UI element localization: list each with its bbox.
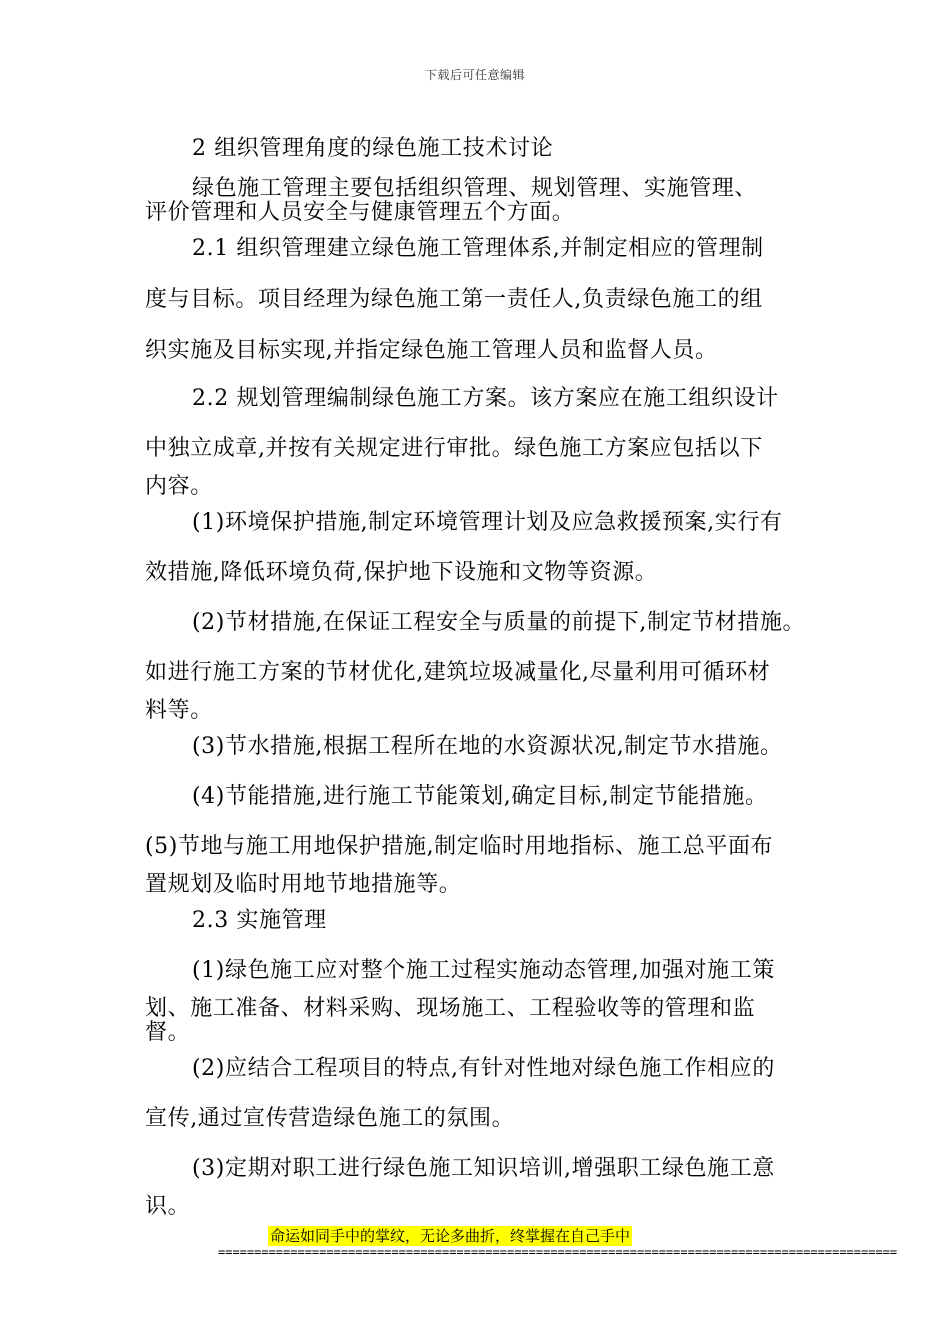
text-line: 效措施,降低环境负荷,保护地下设施和文物等资源。 xyxy=(145,560,658,585)
text-line: 宣传,通过宣传营造绿色施工的氛围。 xyxy=(145,1106,515,1131)
text-line: (2)应结合工程项目的特点,有针对性地对绿色施工作相应的 xyxy=(192,1056,775,1081)
text-line: 度与目标。项目经理为绿色施工第一责任人,负责绿色施工的组 xyxy=(145,287,763,312)
text-line: 置规划及临时用地节地措施等。 xyxy=(145,872,462,897)
text-line: 识。 xyxy=(145,1194,191,1219)
text-line: 评价管理和人员安全与健康管理五个方面。 xyxy=(145,200,575,225)
text-line: (1)绿色施工应对整个施工过程实施动态管理,加强对施工策 xyxy=(192,958,775,983)
text-line: (5)节地与施工用地保护措施,制定临时用地指标、施工总平面布 xyxy=(145,834,774,859)
text-line: 如进行施工方案的节材优化,建筑垃圾减量化,尽量利用可循环材 xyxy=(145,660,771,685)
text-line: 2.1 组织管理建立绿色施工管理体系,并制定相应的管理制 xyxy=(192,236,764,261)
footer-motto: 命运如同手中的掌纹，无论多曲折，终掌握在自己手中 xyxy=(270,1227,631,1245)
header-note: 下载后可任意编辑 xyxy=(424,68,525,82)
text-line: 内容。 xyxy=(145,474,213,499)
text-line: 绿色施工管理主要包括组织管理、规划管理、实施管理、 xyxy=(192,176,758,201)
text-line: 督。 xyxy=(145,1020,191,1045)
footer-divider: ============================================================================================== xyxy=(218,1245,898,1259)
text-line: 划、施工准备、材料采购、现场施工、工程验收等的管理和监 xyxy=(145,996,756,1021)
text-line: (3)定期对职工进行绿色施工知识培训,增强职工绿色施工意 xyxy=(192,1156,775,1181)
text-line: 2.2 规划管理编制绿色施工方案。该方案应在施工组织设计 xyxy=(192,386,779,411)
text-line: 中独立成章,并按有关规定进行审批。绿色施工方案应包括以下 xyxy=(145,436,763,461)
section-heading: 2.3 实施管理 xyxy=(192,908,327,933)
text-line: (3)节水措施,根据工程所在地的水资源状况,制定节水措施。 xyxy=(192,734,783,759)
text-line: (4)节能措施,进行施工节能策划,确定目标,制定节能措施。 xyxy=(192,784,768,809)
text-line: (1)环境保护措施,制定环境管理计划及应急救援预案,实行有 xyxy=(192,510,783,535)
section-heading: 2 组织管理角度的绿色施工技术讨论 xyxy=(192,136,554,161)
text-line: 料等。 xyxy=(145,698,213,723)
text-line: (2)节材措施,在保证工程安全与质量的前提下,制定节材措施。 xyxy=(192,610,806,635)
text-line: 织实施及目标实现,并指定绿色施工管理人员和监督人员。 xyxy=(145,338,718,363)
